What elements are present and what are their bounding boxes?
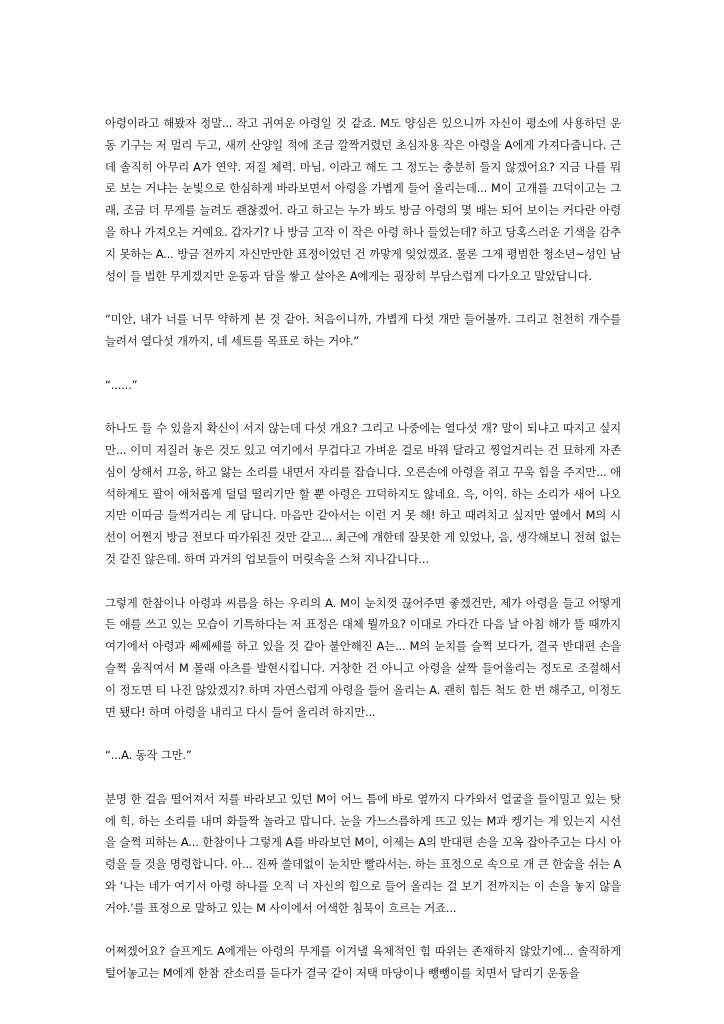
paragraph-5: 그렇게 한참이나 아령과 씨름을 하는 우리의 A. M이 눈치껏 끊어주면 좋겠건만, 제가 아령을 들고 어떻게든 애를 쓰고 있는 모습이 기특하다는 저 표정은 대체 뭘까요? 이대로 가다간 다음 날 아침 해가 뜰 때까지 여기에서 아령과 쎄쎄쎄를 하고 있을 것 같아 불안해진 A는... M의 눈치를 슬쩍 보다가, 결국 반대편 손을 슬쩍 움직여서 M 몰래 아츠를 발현시킵니다. 거창한 건 아니고 아령을 살짝 들어올리는 정도로 조절해서 이 정도면 티 나진 않았겠지? 하며 자연스럽게 아령을 들어 올리는 A. 괜히 힘든 척도 한 번 해주고, 이정도면 됐다! 하며 아령을 내리고 다시 들어 올리려 하지만... bbox=[105, 595, 621, 719]
paragraph-1: 아령이라고 해봤자 정말... 작고 귀여운 아령일 것 같죠. M도 양심은 있으니까 자신이 평소에 사용하던 운동 기구는 저 멀리 두고, 새끼 산양일 적에 조금 깔짝거렸던 초심자용 작은 아령을 A에게 가져다줍니다. 근데 솔직히 아무리 A가 연약. 저질 체력. 마님. 이라고 해도 그 정도는 충분히 들지 않겠어요? 지금 나를 뭐로 보는 거냐는 눈빛으로 한심하게 바라보면서 아령을 가볍게 들어 올리는데... M이 고개를 끄덕이고는 그래, 조금 더 무게를 늘려도 괜찮겠어. 라고 하고는 누가 봐도 방금 아령의 몇 배는 되어 보이는 커다란 아령을 하나 가져오는 거예요. 갑자기? 나 방금 고작 이 작은 아령 하나 들었는데? 하고 당혹스러운 기색을 감추지 못하는 A... 방금 전까지 자신만만한 표정이었던 건 까맣게 잊었겠죠. 물론 그게 평범한 청소년~성인 남성이 들 법한 무게겠지만 운동과 담을 쌓고 살아온 A에게는 굉장히 부담스럽게 다가오고 말았답니다. bbox=[105, 116, 621, 283]
paragraph-6: “...A. 동작 그만.” bbox=[105, 748, 192, 763]
paragraph-4: 하나도 들 수 있을지 확신이 서지 않는데 다섯 개요? 그리고 나중에는 열다섯 개? 말이 되냐고 따지고 싶지만... 이미 저질러 놓은 것도 있고 여기에서 무겁다고 가벼운 걸로 바꿔 달라고 찡얼거리는 건 묘하게 자존심이 상해서 끄응, 하고 앓는 소리를 내면서 자리를 잡습니다. 오른손에 아령을 쥐고 꾸욱 힘을 주지만... 애석하게도 팔이 애처롭게 덜덜 떨리기만 할 뿐 아령은 끄덕하지도 않네요. 윽, 이익. 하는 소리가 새어 나오지만 이따금 들썩거리는 게 답니다. 마음만 같아서는 이런 거 못 해! 하고 때려치고 싶지만 옆에서 M의 시선이 어쩐지 방금 전보다 따가워진 것만 같고... 최근에 걔한테 잘못한 게 있었나, 음, 생각해보니 전혀 없는 것 같진 않은데. 하며 과거의 업보들이 머릿속을 스쳐 지나갑니다... bbox=[105, 421, 621, 566]
paragraph-2: “미안, 내가 너를 너무 약하게 본 것 같아. 처음이니까, 가볍게 다섯 개만 들어볼까. 그리고 천천히 개수를 늘려서 열다섯 개까지, 네 세트를 목표로 하는 거야.” bbox=[105, 312, 621, 348]
paragraph-3: “......” bbox=[105, 377, 138, 392]
paragraph-7: 분명 한 걸음 떨어져서 저를 바라보고 있던 M이 어느 틈에 바로 옆까지 다가와서 얼굴을 들이밀고 있는 탓에 힉. 하는 소리를 내며 화들짝 놀라고 맙니다. 눈을 가느스름하게 뜨고 있는 M과 켕기는 게 있는지 시선을 슬쩍 피하는 A... 한참이나 그렇게 A를 바라보던 M이, 이제는 A의 반대편 손을 꼬옥 잡아주고는 다시 아령을 들 것을 명령합니다. 아... 진짜 쓸데없이 눈치만 빨라서는. 하는 표정으로 속으로 개 큰 한숨을 쉬는 A와 ‘나는 네가 여기서 아령 하나를 오직 너 자신의 힘으로 들어 올리는 걸 보기 전까지는 이 손을 놓지 않을 거야.’를 표정으로 말하고 있는 M 사이에서 어색한 침묵이 흐르는 거죠... bbox=[105, 791, 621, 915]
document-body bbox=[105, 113, 621, 1007]
paragraph-8: 어쩌겠어요? 슬프게도 A에게는 아령의 무게를 이겨낼 육체적인 힘 따위는 존재하지 않았기에... 솔직하게 털어놓고는 M에게 한참 잔소리를 듣다가 결국 같이 저택 마당이나 뺑뺑이를 치면서 달리기 운동을 bbox=[105, 944, 621, 981]
